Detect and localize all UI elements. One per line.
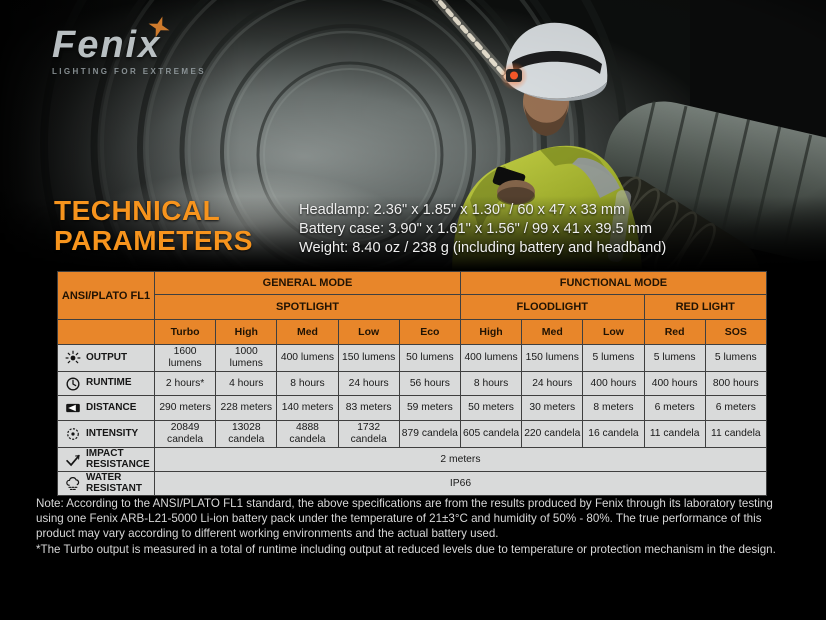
light-group-header: FLOODLIGHT (460, 295, 644, 320)
impact-check-icon (65, 452, 81, 468)
water-rain-icon (65, 476, 81, 492)
value-cell: 6 meters (705, 396, 766, 421)
column-header: High (216, 320, 277, 345)
value-cell: 220 candela (522, 421, 583, 448)
value-cell: 4 hours (216, 372, 277, 396)
value-cell: 50 meters (460, 396, 521, 421)
column-header: Med (522, 320, 583, 345)
beam-distance-icon (65, 400, 81, 416)
column-header: Red (644, 320, 705, 345)
row-label-cell (58, 345, 155, 372)
section-title-line2: PARAMETERS (54, 225, 253, 257)
value-cell: 30 meters (522, 396, 583, 421)
value-cell: 8 hours (460, 372, 521, 396)
row-label-cell (58, 421, 155, 448)
brand-tagline: LIGHTING FOR EXTREMES (52, 67, 206, 76)
value-cell: 5 lumens (583, 345, 644, 372)
value-cell: 2 hours* (155, 372, 216, 396)
spec-battery-case: Battery case: 3.90" x 1.61" x 1.56" / 99 x 41 x 39.5 mm (299, 220, 653, 237)
value-cell: 11 candela (644, 421, 705, 448)
value-cell: 24 hours (522, 372, 583, 396)
value-cell: 13028 candela (216, 421, 277, 448)
value-cell: 1000 lumens (216, 345, 277, 372)
column-header: Eco (399, 320, 460, 345)
value-cell: 5 lumens (705, 345, 766, 372)
table-row (58, 372, 767, 396)
section-title (54, 196, 253, 256)
column-header: Turbo (155, 320, 216, 345)
mode-group-header: FUNCTIONAL MODE (460, 272, 766, 295)
light-group-header: SPOTLIGHT (155, 295, 461, 320)
value-cell: 140 meters (277, 396, 338, 421)
value-cell: 50 lumens (399, 345, 460, 372)
spanning-value-cell: IP66 (155, 472, 767, 496)
row-label-cell (58, 396, 155, 421)
column-header: SOS (705, 320, 766, 345)
value-cell: 1600 lumens (155, 345, 216, 372)
row-label: RUNTIME (86, 377, 132, 389)
spanning-value-cell: 2 meters (155, 448, 767, 472)
value-cell: 59 meters (399, 396, 460, 421)
value-cell: 228 meters (216, 396, 277, 421)
table-corner-label: ANSI/PLATO FL1 (58, 272, 155, 320)
spec-table (57, 271, 767, 496)
table-row (58, 421, 767, 448)
table-row (58, 396, 767, 421)
spec-weight: Weight: 8.40 oz / 238 g (including battery and headband) (299, 239, 667, 256)
note-main: Note: According to the ANSI/PLATO FL1 standard, the above specifications are from the results produced by Fenix through its laboratory testing using one Fenix ARB-L21-5000 Li-ion battery pack under the temperature of 21±3°C and humidity of 50% - 80%. The true performance of this product may vary according to different working environments and the actual battery used. (36, 497, 773, 541)
spec-headlamp: Headlamp: 2.36" x 1.85" x 1.30" / 60 x 47 x 33 mm (299, 202, 626, 218)
value-cell: 83 meters (338, 396, 399, 421)
light-group-row (58, 295, 767, 320)
corner-spacer-cell (58, 320, 155, 345)
mode-header-row (58, 272, 767, 295)
value-cell: 400 hours (583, 372, 644, 396)
value-cell: 8 meters (583, 396, 644, 421)
value-cell: 24 hours (338, 372, 399, 396)
value-cell: 290 meters (155, 396, 216, 421)
row-label: IMPACT RESISTANCE (86, 448, 150, 470)
row-label: OUTPUT (86, 351, 128, 363)
value-cell: 400 hours (644, 372, 705, 396)
row-label: INTENSITY (86, 427, 139, 439)
value-cell: 5 lumens (644, 345, 705, 372)
note-turbo: *The Turbo output is measured in a total of runtime including output at reduced levels due to temperature or protection mechanism in the design. (36, 542, 776, 556)
value-cell: 1732 candela (338, 421, 399, 448)
value-cell: 11 candela (705, 421, 766, 448)
value-cell: 4888 candela (277, 421, 338, 448)
row-label-cell (58, 372, 155, 396)
column-header: High (460, 320, 521, 345)
dimension-specs (299, 201, 666, 258)
brand-block (52, 26, 206, 76)
value-cell: 150 lumens (338, 345, 399, 372)
logo-star-icon (148, 16, 170, 38)
value-cell: 400 lumens (277, 345, 338, 372)
row-label: DISTANCE (86, 401, 137, 413)
light-output-icon (65, 350, 81, 366)
value-cell: 605 candela (460, 421, 521, 448)
clock-icon (65, 376, 81, 392)
row-label: WATER RESISTANT (86, 472, 142, 494)
footnote-block (36, 496, 793, 557)
section-title-line1: TECHNICAL (54, 195, 221, 226)
mode-group-header: GENERAL MODE (155, 272, 461, 295)
column-header: Low (338, 320, 399, 345)
value-cell: 400 lumens (460, 345, 521, 372)
value-cell: 20849 candela (155, 421, 216, 448)
row-label-cell (58, 448, 155, 472)
value-cell: 800 hours (705, 372, 766, 396)
column-header: Low (583, 320, 644, 345)
value-cell: 879 candela (399, 421, 460, 448)
value-cell: 6 meters (644, 396, 705, 421)
table-row (58, 345, 767, 372)
value-cell: 150 lumens (522, 345, 583, 372)
column-header-row (58, 320, 767, 345)
table-row (58, 472, 767, 496)
value-cell: 56 hours (399, 372, 460, 396)
column-header: Med (277, 320, 338, 345)
value-cell: 16 candela (583, 421, 644, 448)
light-group-header: RED LIGHT (644, 295, 766, 320)
fenix-logo: Fenix (52, 24, 162, 66)
row-label-cell (58, 472, 155, 496)
spec-table-wrap (57, 271, 767, 496)
value-cell: 8 hours (277, 372, 338, 396)
intensity-target-icon (65, 426, 81, 442)
table-row (58, 448, 767, 472)
